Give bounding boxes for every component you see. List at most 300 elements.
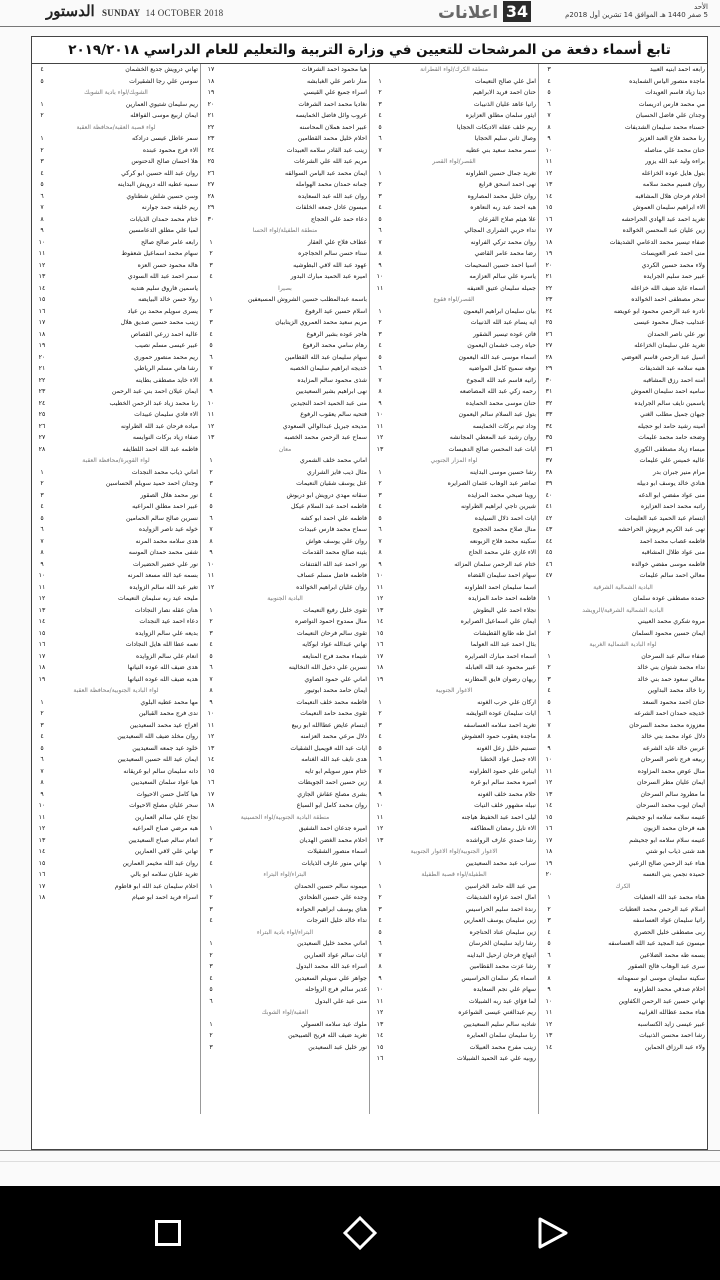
row-number: ٧ <box>378 767 382 775</box>
row-number: ٨ <box>547 974 551 982</box>
candidate-name: عندليب جمال محمود عيسى <box>633 319 705 326</box>
candidate-name: ريهان رضوان فايق المطارنه <box>464 675 536 683</box>
candidate-name: روان رشيد عبد المعطي المجانشه <box>449 434 536 441</box>
row-number: ٢ <box>209 894 213 901</box>
candidate-name: عروب وائل فاضل الخمايسه <box>295 112 367 119</box>
candidate-name: تغريد احمد سلامه العساسفه <box>463 721 536 729</box>
candidate-name: ساميه احمد سليمان العموش <box>631 388 705 395</box>
table-row <box>539 271 707 283</box>
candidate-name: هنيه سلامه عبد الشديفات <box>639 365 705 372</box>
candidate-name: غنيمه سلامه سلامه ابو جحيشم <box>626 813 705 821</box>
row-number: ٢١ <box>38 365 46 372</box>
table-row <box>370 421 538 433</box>
row-number: ١٢ <box>545 1020 553 1028</box>
row-number: ٢١ <box>545 273 553 280</box>
row-number: ٩ <box>547 744 551 752</box>
candidate-name: تغير عبد الله سالم الزوايده <box>129 583 198 591</box>
row-number: ٤٦ <box>545 560 553 568</box>
table-row <box>32 674 200 686</box>
row-number: ١٥ <box>376 1043 384 1051</box>
candidate-name: ولاء عبد الرزاق الحماين <box>644 1043 705 1051</box>
candidate-name: سهام محمد اسماعيل شعفوط <box>121 250 198 257</box>
row-number: ٢٢ <box>545 284 553 292</box>
table-row <box>201 432 369 444</box>
row-number: ١ <box>547 595 551 602</box>
candidate-name: فاطمه محمد خلف النعيمات <box>296 698 367 706</box>
candidate-name: منال صلاح محمد الحجوج <box>472 526 536 533</box>
row-number: ٢ <box>40 146 44 154</box>
row-number: ١٠ <box>207 710 215 717</box>
row-number: ١٨ <box>38 330 46 338</box>
candidate-name: رانيه قاسم عبد الله المجوخ <box>466 376 536 384</box>
candidate-name: رهام سامي محمد الرفوع <box>302 342 367 349</box>
candidate-name: تهاني علي لافي العمارين <box>134 848 198 855</box>
candidate-name: احلام سليمان عبد الله ابو قاطوم <box>114 882 198 890</box>
table-row <box>201 375 369 387</box>
row-number: ٢ <box>378 89 382 96</box>
row-number: ٧ <box>378 146 382 154</box>
row-number: ١٩ <box>38 342 46 349</box>
row-number: ٤ <box>40 503 44 510</box>
candidate-name: ايات احمد ذلال السيايده <box>474 514 536 522</box>
table-row <box>539 950 707 962</box>
row-number: ١١ <box>207 721 215 729</box>
table-row <box>539 444 707 456</box>
table-row <box>201 1042 369 1054</box>
table-row <box>370 720 538 732</box>
candidate-name: رانيا عاهد عليان الذنيبات <box>473 100 536 108</box>
row-number: ٣ <box>378 491 382 499</box>
row-number: ٢٥ <box>545 319 553 326</box>
candidate-name: سميه عطيه الله درويش البداينه <box>117 181 198 188</box>
table-row <box>539 455 707 467</box>
row-number: ٣ <box>378 100 382 108</box>
table-row <box>201 1019 369 1031</box>
row-number: ١٣ <box>207 434 215 441</box>
back-triangle-icon <box>532 1213 572 1253</box>
row-number: ٩ <box>40 560 44 568</box>
row-number: ٤ <box>378 917 382 924</box>
section-heading: البتراء/لواء بادية البتراء <box>256 928 314 936</box>
table-row <box>370 582 538 594</box>
table-row <box>370 536 538 548</box>
row-number: ٦ <box>40 192 44 200</box>
row-number: ١١ <box>545 767 553 775</box>
candidate-name: صفاء سالم عبد السرحان <box>641 652 705 660</box>
candidate-name: مياده فرحان عبد الله الطراونه <box>120 422 198 430</box>
table-row <box>201 99 369 111</box>
candidate-name: سماح محمد فارس عبيدات <box>298 526 367 533</box>
row-number: ٧ <box>40 767 44 775</box>
row-number: ٨ <box>209 687 213 694</box>
table-row <box>539 76 707 88</box>
candidate-name: افراح عيد محمد السعيديين <box>129 721 198 729</box>
candidate-name: مروه شكري محمد العبيني <box>637 618 705 625</box>
candidate-name: نبيله مشهور خلف النيات <box>474 802 536 809</box>
row-number: ١١ <box>376 422 384 430</box>
row-number: ٥ <box>378 514 382 522</box>
table-row <box>539 513 707 525</box>
row-number: ٢ <box>378 710 382 717</box>
row-number: ٥ <box>547 940 551 947</box>
table-row <box>539 892 707 904</box>
candidate-name: رنا محمد فلاح العبد العزيز <box>638 135 705 142</box>
table-row <box>370 973 538 985</box>
candidate-name: فاطمه غصاب محمد احمد <box>639 537 705 545</box>
row-number: ٥ <box>378 928 382 936</box>
candidate-name: هنادي خالد يوسف ابو دبيله <box>636 480 705 487</box>
row-number: ٢٦ <box>207 169 215 177</box>
candidate-name: هنان عقله نصار النجادات <box>134 606 198 614</box>
table-row <box>201 260 369 272</box>
square-icon <box>155 1220 181 1246</box>
candidate-name: ايمان ايوب محمد السرحان <box>636 802 705 809</box>
table-row <box>32 892 200 904</box>
row-number: ١ <box>209 606 213 614</box>
table-row <box>539 386 707 398</box>
row-number: ٥ <box>547 89 551 96</box>
candidate-name: ايمان حسين محمود السلمان <box>631 629 705 637</box>
candidate-name: ايمان علي اسماعيل الصرايره <box>460 618 536 625</box>
candidate-name: نسرين صالح سالم الحمامين <box>125 514 198 522</box>
row-number: ١٢ <box>376 1009 384 1016</box>
candidate-name: بتول عبد السلام سالم اليعمون <box>458 411 536 418</box>
table-row <box>539 547 707 559</box>
table-row <box>370 248 538 260</box>
row-number: ٤٠ <box>545 491 553 499</box>
candidate-name: ايه يسام عبد الله الذنيبات <box>470 319 536 326</box>
candidate-name: ميمونه سالم حسين الحمدان <box>294 882 367 890</box>
table-row <box>539 202 707 214</box>
table-row <box>201 605 369 617</box>
row-number: ١٦ <box>376 641 384 648</box>
section-heading: البادية الجنوبية <box>267 595 303 602</box>
table-row <box>201 685 369 697</box>
table-row <box>201 708 369 720</box>
row-number: ٨ <box>378 250 382 257</box>
table-row <box>201 731 369 743</box>
candidate-name: هناء محمد عطالله الغرابيه <box>638 1009 705 1016</box>
row-number: ٣ <box>378 330 382 338</box>
row-number: ١ <box>40 468 44 476</box>
candidate-name: مها محمد عطيه البلوي <box>140 698 198 706</box>
table-row <box>539 133 707 145</box>
table-row <box>201 950 369 962</box>
row-number: ٤ <box>547 928 551 936</box>
row-number: ١١ <box>376 997 384 1005</box>
row-number: ٣ <box>378 905 382 913</box>
table-row <box>201 340 369 352</box>
row-number: ١ <box>378 169 382 177</box>
table-row <box>201 616 369 628</box>
row-number: ٤٢ <box>545 514 553 522</box>
table-row <box>370 214 538 226</box>
candidate-name: عبير عيسى مسلم نصيب <box>134 342 198 349</box>
table-row <box>201 697 369 709</box>
row-number: ٤ <box>209 641 213 648</box>
section-heading: الطفيلة/لواء قصبة الطفيلة <box>421 871 487 878</box>
table-row <box>201 513 369 525</box>
candidate-name: ولاء محمد حسين الكردي <box>641 261 705 269</box>
table-row <box>32 559 200 571</box>
row-number: ١٨ <box>38 894 46 901</box>
row-number: ٣٤ <box>545 422 553 430</box>
table-row <box>539 869 707 881</box>
candidate-name: راتبه محمد احمد العزايزه <box>640 503 705 510</box>
table-row <box>32 513 200 525</box>
candidate-name: هيا كامل حسن الاحيوات <box>136 790 198 798</box>
table-row <box>370 639 538 651</box>
section-heading: بصيرا <box>278 284 292 292</box>
candidate-name: روان عبد الله مخيمر العمارين <box>122 859 198 867</box>
table-row <box>370 145 538 157</box>
candidate-name: نهى ابراهيم بشير السعيديين <box>295 388 367 395</box>
row-number: ١٢ <box>207 422 215 430</box>
candidate-name: هناء محمد عبد الله العطيات <box>634 894 705 901</box>
table-row <box>32 271 200 283</box>
candidate-name: سحر عليان مصلح الاحيوات <box>129 802 198 809</box>
table-row <box>201 409 369 421</box>
table-row <box>539 283 707 295</box>
row-number: ٦ <box>547 100 551 108</box>
candidate-name: تهاني عبدالله عواد ابوكايه <box>302 641 367 648</box>
candidate-name: وجدان علي فاضل الحسبان <box>635 112 705 119</box>
row-number: ١١ <box>38 813 46 821</box>
candidate-name: هدى ضيف الله عوده النيانها <box>127 664 198 671</box>
table-row <box>539 179 707 191</box>
row-number: ١٢ <box>545 779 553 786</box>
row-number: ١٢ <box>207 733 215 740</box>
table-row <box>201 777 369 789</box>
row-number: ١٠ <box>376 411 384 418</box>
row-number: ١ <box>378 859 382 867</box>
table-row <box>32 99 200 111</box>
candidate-name: جيهان جميل مطلب الغني <box>640 411 705 418</box>
candidate-name: لما فؤاي عبد ربه الشبيلات <box>468 997 536 1005</box>
row-number: ١٠ <box>545 756 553 763</box>
row-number: ٢٣ <box>207 135 215 142</box>
table-row <box>370 179 538 191</box>
row-number: ٣ <box>378 192 382 200</box>
home-icon <box>340 1213 380 1253</box>
table-row <box>370 777 538 789</box>
row-number: ٣ <box>40 158 44 165</box>
row-number: ١٠ <box>376 273 384 280</box>
candidate-name: ابتهاج فرحان ارحيل البداينه <box>467 951 536 959</box>
candidate-name: سراب عبد محمد السعيديين <box>465 859 536 867</box>
table-row <box>370 938 538 950</box>
row-number: ١٠ <box>545 146 553 154</box>
row-number: ١٤ <box>38 284 46 292</box>
candidate-name: هبه فرحان محمد الزيون <box>643 825 705 832</box>
row-number: ١٣ <box>545 790 553 798</box>
candidate-name: حسناء محمد سليمان الشديفات <box>624 123 705 131</box>
candidate-name: مريم عبد الله علي الشرعات <box>293 158 367 165</box>
row-number: ٧ <box>378 376 382 384</box>
row-number: ٣٦ <box>545 445 553 453</box>
candidate-name: اماني محمد خليل السعيدين <box>297 940 367 947</box>
row-number: ١١ <box>376 583 384 591</box>
row-number: ١ <box>40 100 44 108</box>
candidate-name: رانيا سليمان عواد العساسفه <box>632 917 705 924</box>
row-number: ١٢ <box>376 595 384 602</box>
row-number: ٢٧ <box>545 342 553 349</box>
table-row <box>32 363 200 375</box>
candidate-name: وجده علي حسين الطحادي <box>298 894 367 901</box>
candidate-name: عتل يوسف شقيان النعيمات <box>296 480 367 487</box>
row-number: ٢٦ <box>38 422 46 430</box>
candidate-name: ياسمين نايف سالم الجرايده <box>634 399 705 407</box>
row-number: ١ <box>378 698 382 706</box>
table-row <box>370 1053 538 1065</box>
row-number: ١٢ <box>207 583 215 591</box>
candidate-name: نوفه سميح كامل المواضيه <box>468 365 536 372</box>
candidate-name: نجلاء احمد علي البطوش <box>473 606 536 614</box>
row-number: ٦ <box>378 940 382 947</box>
table-row <box>201 984 369 996</box>
row-number: ٣٥ <box>545 434 553 441</box>
table-row <box>370 1030 538 1042</box>
candidate-name: اميره عبد الحميد مبارك البدور <box>290 273 367 280</box>
candidate-name: حميده نجمي بني النعسه <box>642 871 705 878</box>
row-number: ١٧ <box>38 319 46 326</box>
table-row <box>370 398 538 410</box>
candidate-name: دلال عواد محمد بني خالد <box>641 733 705 740</box>
candidate-name: نداء خالد خليل الفرجات <box>306 917 367 924</box>
row-number: ٦ <box>40 756 44 763</box>
row-number: ١٢ <box>38 595 46 602</box>
row-number: ٤ <box>209 974 213 982</box>
table-row <box>539 87 707 99</box>
candidate-name: تغريد عليان سلامه ابو بالي <box>130 871 198 878</box>
row-number: ٢٤ <box>207 146 215 154</box>
candidate-name: حياه رجب خشمان اليعمون <box>467 342 536 349</box>
candidate-name: حنان محمد علي مناصله <box>644 146 705 154</box>
candidate-name: احلام فرحان هلال المشاقبه <box>635 192 705 200</box>
candidate-name: احلام صدقي محمد الطراونه <box>633 986 705 993</box>
home-button[interactable] <box>340 1213 380 1253</box>
candidate-name: منال عوض محمد المزاوده <box>637 767 705 775</box>
candidate-name: امل طه طايع القطيشات <box>473 629 536 637</box>
candidate-name: تغريد ضيف الله فريح الصبيحين <box>288 1032 367 1039</box>
candidate-name: روان عبد الله عبد السعايده <box>298 192 367 200</box>
row-number: ٥ <box>378 744 382 752</box>
table-row <box>32 145 200 157</box>
row-number: ٦ <box>378 227 382 234</box>
candidate-name: ملوك عيد سلامه العسولي <box>300 1020 367 1028</box>
candidate-name: ايثور سلمان مطلق العزايزه <box>465 112 536 119</box>
candidate-name: تسنيم خليل زعل الغونه <box>476 744 536 752</box>
row-number: ٩ <box>209 698 213 706</box>
table-row <box>201 317 369 329</box>
row-number: ٦ <box>378 756 382 763</box>
candidate-name: زينب محمد حسين صديق هلال <box>120 319 198 326</box>
back-button[interactable] <box>532 1213 572 1253</box>
table-row <box>201 789 369 801</box>
table-row <box>370 260 538 272</box>
row-number: ١٥ <box>38 859 46 867</box>
row-number: ١٣ <box>376 445 384 453</box>
row-number: ٦ <box>40 526 44 533</box>
candidate-name: معزوزه محمد محمد السرحان <box>629 721 705 729</box>
candidate-name: بثال احمد عبد الله العولما <box>470 641 536 648</box>
candidate-name: ربى مصطفى خليل الحصري <box>633 928 705 936</box>
row-number: ١٦ <box>376 1055 384 1062</box>
table-row <box>370 490 538 502</box>
recent-apps-button[interactable] <box>148 1213 188 1253</box>
table-row <box>32 340 200 352</box>
table-row <box>539 961 707 973</box>
candidate-name: فاتن عوده تيسير الشقور <box>473 330 536 338</box>
candidate-name: هند شتى ذياب ابو شتي <box>645 848 705 855</box>
table-row <box>201 524 369 536</box>
row-number: ٣ <box>547 917 551 924</box>
table-row <box>201 674 369 686</box>
row-number: ١٢ <box>38 825 46 832</box>
table-row <box>32 605 200 617</box>
row-number: ١٢ <box>376 825 384 832</box>
section-heading: البادية الشمالية الشرقية <box>593 583 653 591</box>
candidate-name: هدى سلامه محمد المرنه <box>135 537 198 545</box>
row-number: ١ <box>209 457 213 464</box>
candidate-name: رشا حسين موسى البداينه <box>469 468 536 476</box>
table-row <box>201 823 369 835</box>
table-row <box>201 858 369 870</box>
candidate-name: رنا خالد محمد البداوين <box>647 687 705 694</box>
candidate-name: اميره محمد سالم ابو غره <box>470 779 536 786</box>
row-number: ٦ <box>378 365 382 372</box>
candidate-name: ايمان اربيع موسى الفواقله <box>130 112 198 119</box>
row-number: ٩ <box>209 549 213 556</box>
candidate-name: جمانه حمدان محمد الهوامله <box>295 181 367 188</box>
row-number: ٤ <box>209 917 213 924</box>
table-row <box>32 846 200 858</box>
candidate-name: دلال مرعي محمد العزامنه <box>300 733 367 740</box>
table-row <box>32 168 200 180</box>
candidate-name: اسلام حسين عيد الرفوع <box>305 307 367 315</box>
table-row <box>201 996 369 1008</box>
row-number: ٩ <box>40 790 44 798</box>
row-number: ٣١ <box>545 388 553 395</box>
candidate-name: ايمان عيلان احمد بني عبد الرحمن <box>111 388 198 395</box>
row-number: ٤ <box>378 503 382 510</box>
table-row <box>32 766 200 778</box>
table-row <box>539 674 707 686</box>
table-row <box>539 237 707 249</box>
table-row <box>539 984 707 996</box>
row-number: ١٧ <box>38 882 46 890</box>
row-number: ٥ <box>378 353 382 361</box>
candidate-name: انعام سالم صباح السعيديين <box>128 836 198 844</box>
row-number: ١ <box>40 135 44 142</box>
android-navigation-bar <box>0 1186 720 1280</box>
row-number: ٢٤ <box>38 399 46 407</box>
candidate-name: سوسن علي رجا الشقيرات <box>129 77 198 85</box>
row-number: ٣ <box>209 905 213 913</box>
table-row <box>370 99 538 111</box>
candidate-name: هالة محمود حسن العزه <box>137 261 198 269</box>
candidate-name: زينب مفرح محمد العبيلات <box>469 1043 536 1051</box>
table-row <box>201 582 369 594</box>
table-row <box>370 329 538 341</box>
candidate-name: ما مطرود سالم السرحان <box>640 790 705 798</box>
table-row <box>539 697 707 709</box>
section-heading: الشوبك/لواء بادية الشوبك <box>84 89 148 96</box>
row-number: ٤ <box>40 66 44 73</box>
table-row <box>201 743 369 755</box>
table-row <box>201 306 369 318</box>
table-row <box>370 283 538 295</box>
